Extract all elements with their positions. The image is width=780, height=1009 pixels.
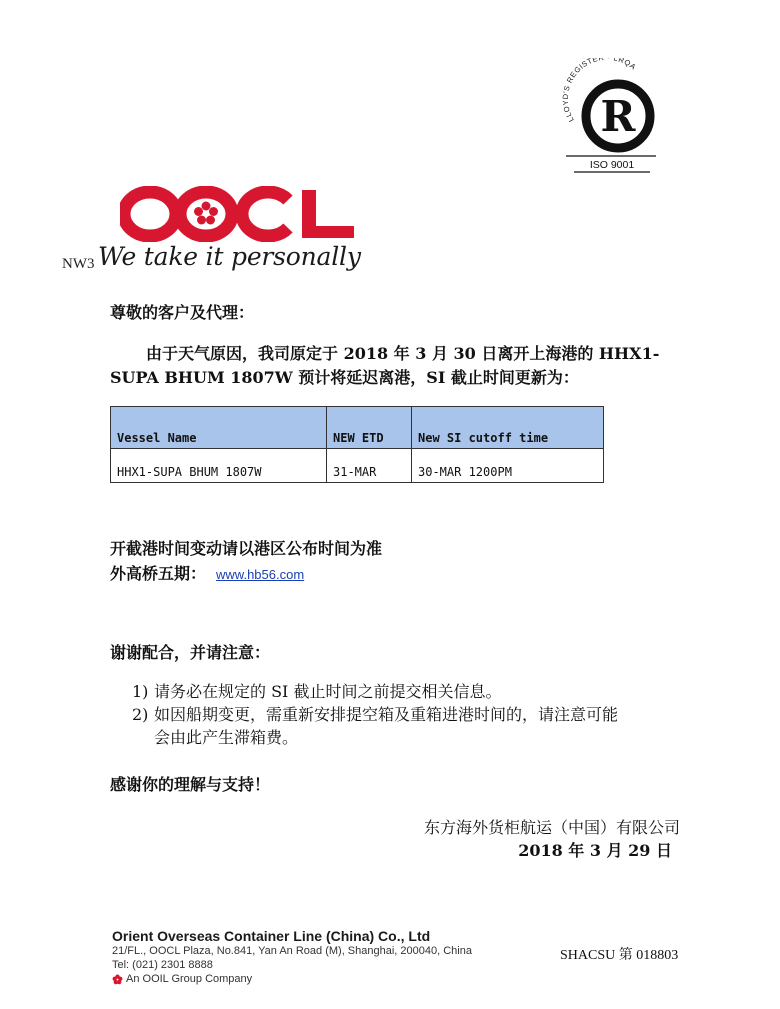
seal-arc-text: LLOYD'S REGISTE LRQA: [560, 58, 638, 124]
notice-line-1: 由于天气原因，我司原定于 2018 年 3 月 30 日离开上海港的 HHX1-: [146, 344, 660, 363]
notice-line-2: SUPA BHUM 1807W 预计将延迟离港，SI 截止时间更新为：: [110, 368, 579, 387]
list-item-number: 2): [132, 705, 149, 724]
closing-line: 感谢你的理解与支持！: [110, 775, 271, 794]
list-item-text: 请务必在规定的 SI 截止时间之前提交相关信息。: [154, 682, 502, 701]
seal-label: ISO 9001: [589, 159, 635, 171]
terminal-link[interactable]: www.hb56.com: [216, 567, 305, 582]
table-row: [111, 449, 604, 483]
table-header-row: [111, 407, 604, 449]
notes-list: [132, 680, 618, 749]
cell-new-etd: 31-MAR: [327, 449, 412, 483]
logo-tagline: We take it personally: [98, 242, 361, 271]
cutoff-note: 开截港时间变动请以港区公布时间为准: [110, 539, 383, 558]
document-code: NW3: [62, 256, 95, 272]
footer-group-text: An OOIL Group Company: [126, 973, 253, 985]
reference-number: SHACSU 第 018803: [560, 948, 679, 963]
letter-date: 2018 年 3 月 29 日: [518, 841, 672, 860]
thanks-heading: 谢谢配合，并请注意：: [110, 643, 271, 662]
footer-address: 21/FL., OOCL Plaza, No.841, Yan An Road (M), Shanghai, 200040, China: [112, 945, 472, 957]
footer-tel: Tel: (021) 2301 8888: [112, 959, 213, 971]
list-item-number: 1): [132, 682, 149, 701]
oocl-wordmark: [120, 186, 360, 242]
seal-letter: R: [600, 92, 636, 141]
list-item-text: 如因船期变更，需重新安排提空箱及重箱进港时间的，请注意可能: [154, 705, 619, 724]
oocl-logo: [62, 186, 362, 276]
greeting: 尊敬的客户及代理：: [110, 303, 255, 322]
list-item-continuation: 会由此产生滞箱费。: [154, 728, 299, 747]
cell-vessel-name: HHX1-SUPA BHUM 1807W: [111, 449, 327, 483]
list-item: [132, 703, 618, 726]
delay-notice-paragraph: [110, 342, 659, 390]
footer-company-name: Orient Overseas Container Line (China) Co., Ltd: [112, 928, 431, 944]
schedule-table: [110, 406, 604, 483]
list-item: [132, 680, 618, 703]
footer-group: [112, 972, 472, 986]
header-vessel-name: Vessel Name: [111, 407, 327, 449]
plum-blossom-icon: [112, 974, 123, 985]
iso-certification-seal: [560, 58, 660, 176]
company-name-cn: 东方海外货柜航运（中国）有限公司: [423, 818, 680, 837]
terminal-label: 外高桥五期：: [110, 564, 207, 583]
header-new-etd: NEW ETD: [327, 407, 412, 449]
terminal-info: [110, 561, 304, 584]
footer: [112, 928, 472, 986]
header-si-cutoff: New SI cutoff time: [412, 407, 604, 449]
cell-si-cutoff: 30-MAR 1200PM: [412, 449, 604, 483]
